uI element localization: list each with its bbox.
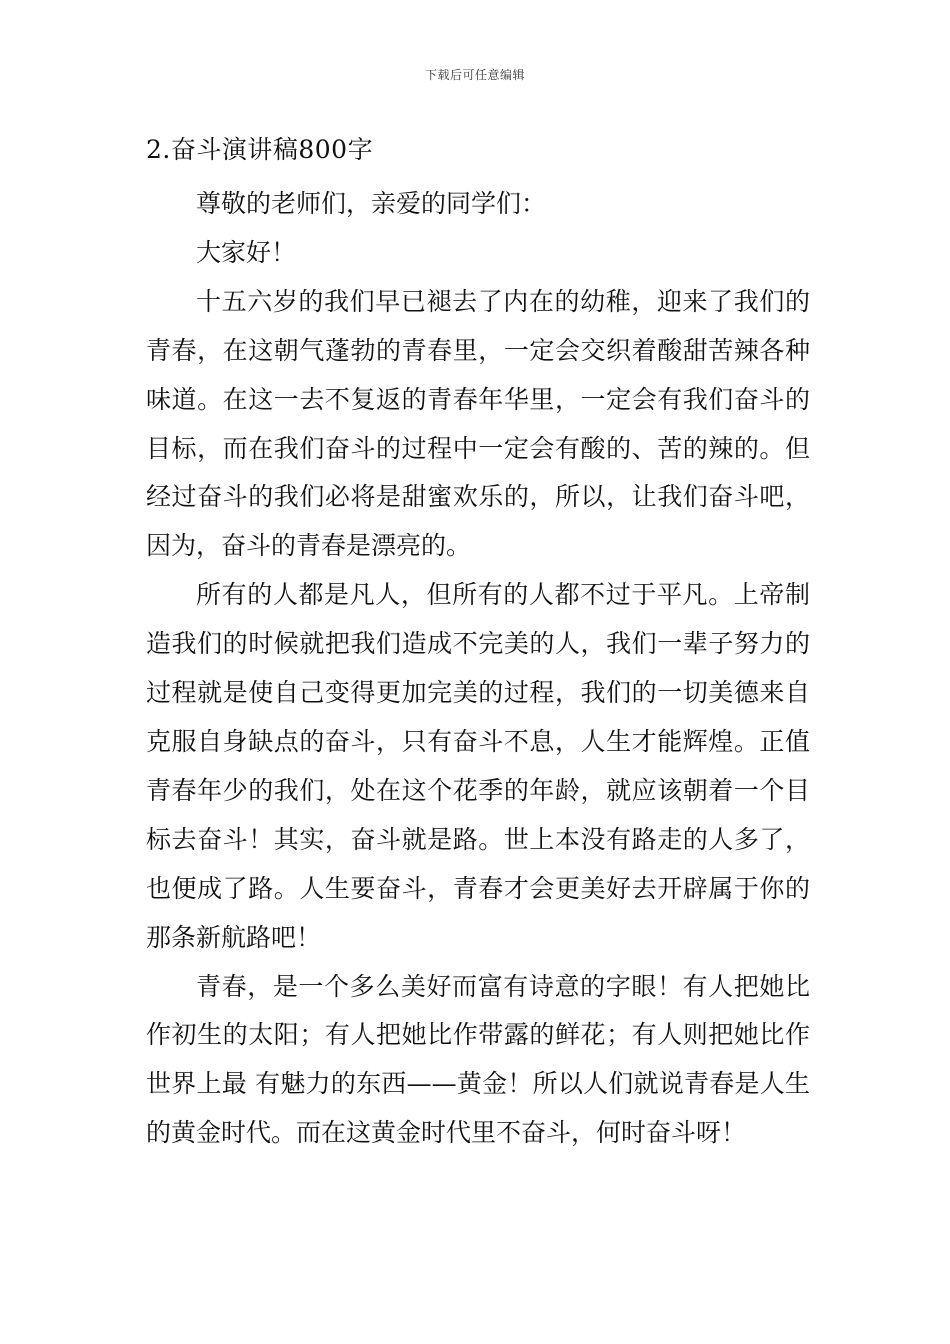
salutation-paragraph: 尊敬的老师们，亲爱的同学们： — [196, 189, 547, 218]
body-paragraph: 十五六岁的我们早已褪去了内在的幼稚，迎来了我们的青春，在这朝气蓬勃的青春里，一定会交织着酸甜苦辣各种味道。在这一去不复返的青春年华里，一定会有我们奋斗的目标，而在我们奋斗的过程中一定会有酸的、苦的辣的。但经过奋斗的我们必将是甜蜜欢乐的，所以，让我们奋斗吧，因为，奋斗的青春是漂亮的。 — [146, 286, 810, 561]
document-title: 2.奋斗演讲稿800字 — [146, 135, 374, 164]
body-paragraph: 青春，是一个多么美好而富有诗意的字眼！有人把她比作初生的太阳；有人把她比作带露的鲜花；有人则把她比作世界上最 有魅力的东西——黄金！所以人们就说青春是人生的黄金时代。而在这黄金时代里不奋斗，何时奋斗呀！ — [146, 971, 810, 1148]
page-header: 下载后可任意编辑 — [424, 68, 525, 82]
document-body — [146, 180, 810, 1158]
greeting-paragraph: 大家好！ — [196, 237, 297, 267]
body-paragraph: 所有的人都是凡人，但所有的人都不过于平凡。上帝制造我们的时候就把我们造成不完美的人，我们一辈子努力的过程就是使自己变得更加完美的过程，我们的一切美德来自克服自身缺点的奋斗，只有奋斗不息，人生才能辉煌。正值青春年少的我们，处在这个花季的年龄，就应该朝着一个目标去奋斗！其实，奋斗就是路。世上本没有路走的人多了，也便成了路。人生要奋斗，青春才会更美好去开辟属于你的那条新航路吧！ — [146, 580, 810, 952]
